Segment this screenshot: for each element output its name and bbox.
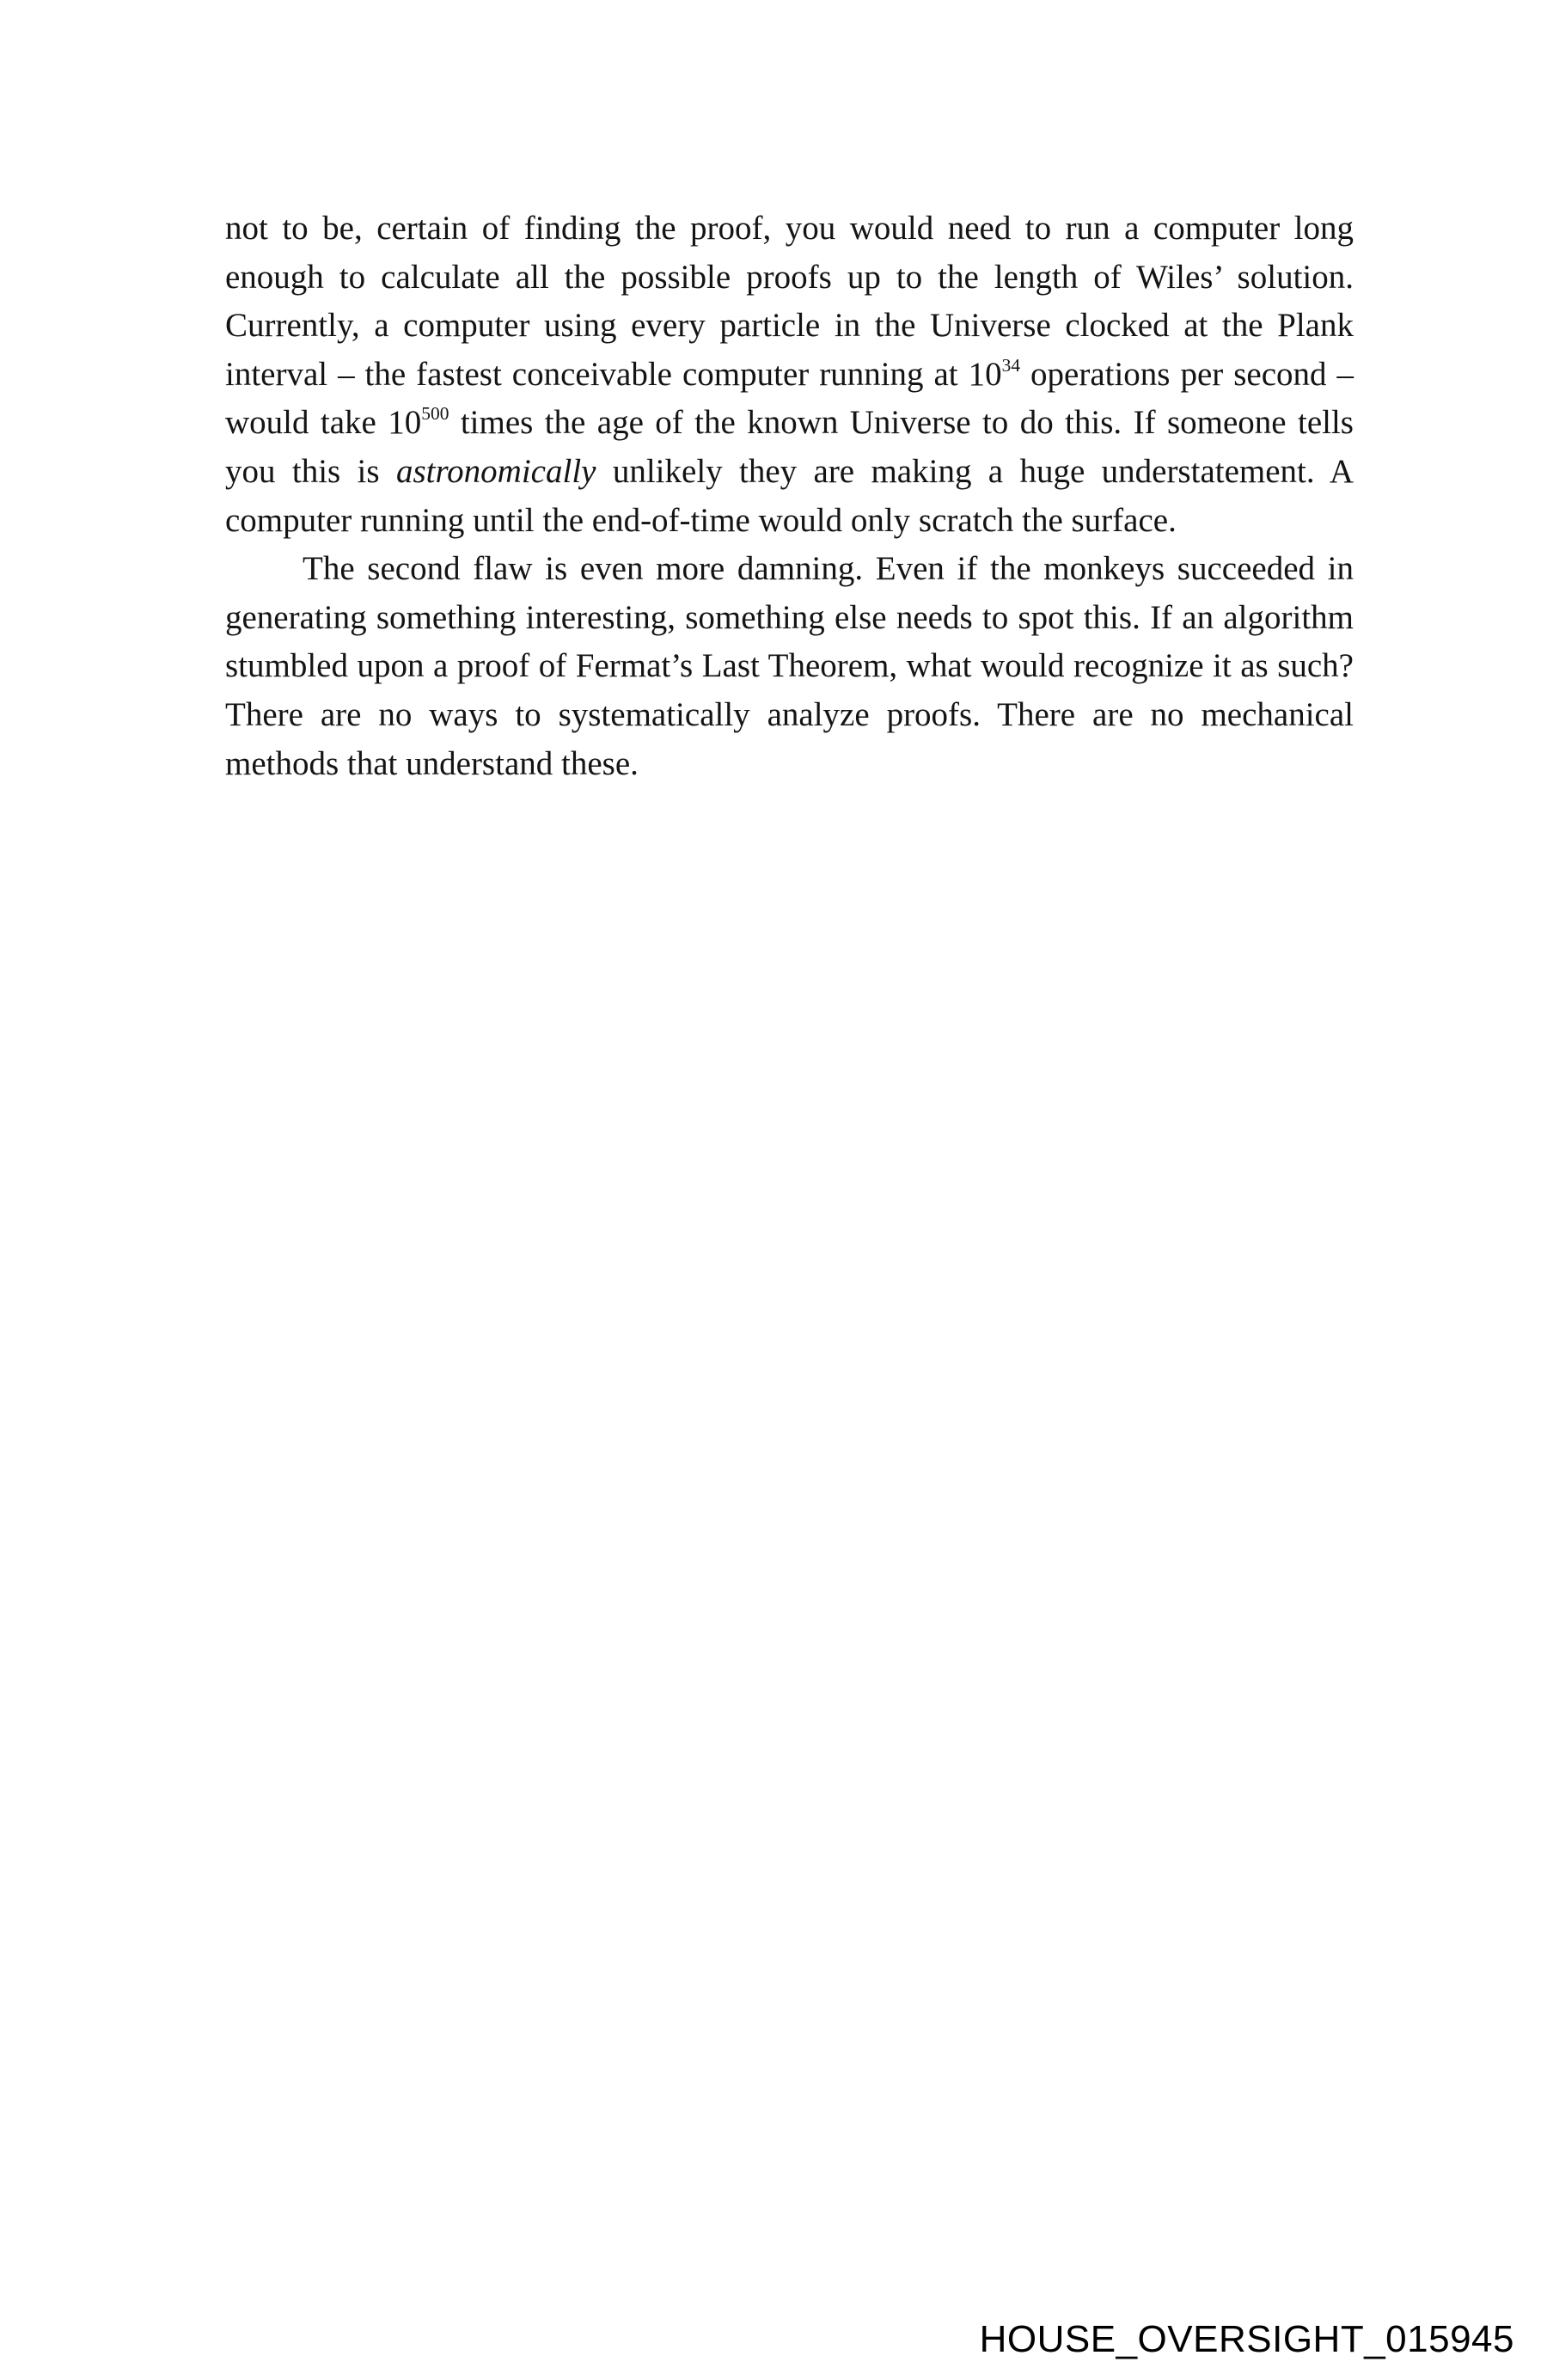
paragraph-1-part-d: unlikely they are making a huge understatement. A computer running until the end-of-time would only scratch the surface.: [225, 452, 1354, 539]
exponent-500: 500: [421, 403, 449, 425]
body-text: [225, 205, 1354, 788]
paragraph-2: The second flaw is even more damning. Even if the monkeys succeeded in generating something interesting, something else needs to spot this. If an algorithm stumbled upon a proof of Fermat’s Last Theorem, what would recognize it as such? There are no ways to systematically analyze proofs. There are no mechanical methods that understand these.: [225, 550, 1354, 782]
italic-astronomically: astronomically: [395, 452, 596, 490]
paragraph-1-part-a: not to be, certain of finding the proof, you would need to run a computer long enough to calculate all the possible proofs up to the length of Wiles’ solution. Currently, a computer using every particle in the Universe clocked at the Plank interval – the fastest conceivable computer running at 10: [225, 210, 1354, 393]
document-id-stamp: HOUSE_OVERSIGHT_015945: [979, 2318, 1514, 2360]
exponent-34: 34: [1001, 354, 1021, 376]
paragraph-1: [225, 205, 1354, 545]
paragraph-1-part-b: operations per second – would take 10: [225, 355, 1354, 442]
paragraph-1-part-c: times the age of the known Universe to do this. If someone tells you this is: [225, 404, 1354, 490]
